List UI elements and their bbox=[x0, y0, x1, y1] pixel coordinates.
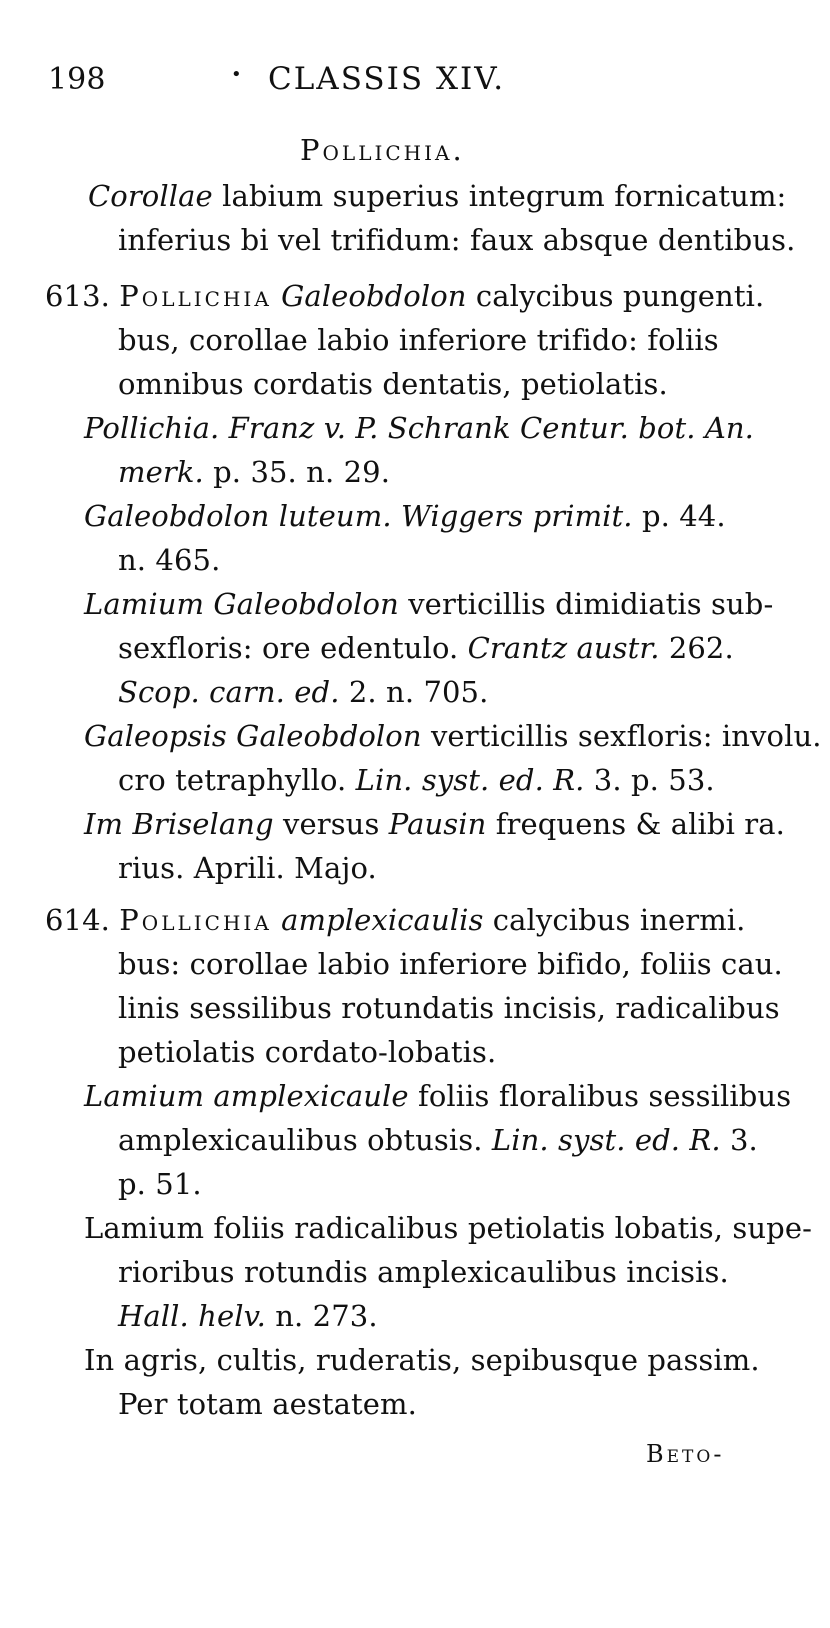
text-line bbox=[84, 1078, 791, 1114]
text-run: p. 51. bbox=[118, 1167, 202, 1201]
text-line bbox=[118, 1034, 496, 1070]
text-run: 2. n. 705. bbox=[339, 675, 489, 709]
text-line bbox=[84, 1342, 760, 1378]
text-run: Pollichia. Franz v. P. Schrank Centur. bot. An. bbox=[84, 411, 754, 445]
text-run: petiolatis cordato-lobatis. bbox=[118, 1035, 497, 1069]
text-line bbox=[118, 542, 220, 578]
text-run: bus, corollae labio inferiore trifido: foliis bbox=[118, 323, 719, 357]
text-run: 3. p. 53. bbox=[584, 763, 715, 797]
text-line bbox=[84, 806, 785, 842]
text-run: rius. Aprili. Majo. bbox=[118, 851, 377, 885]
text-line bbox=[84, 410, 754, 446]
text-run: versus bbox=[273, 807, 389, 841]
text-run: Lamium Galeobdolon bbox=[84, 587, 399, 621]
text-line bbox=[84, 498, 726, 534]
text-line bbox=[118, 1122, 758, 1158]
text-line bbox=[45, 902, 746, 938]
text-line bbox=[118, 366, 668, 402]
text-run: Lamium foliis radicalibus petiolatis lobatis, supe- bbox=[84, 1211, 812, 1245]
text-line bbox=[118, 674, 488, 710]
text-run: labium superius integrum fornicatum: bbox=[212, 179, 787, 213]
text-run: Crantz austr. bbox=[467, 631, 660, 665]
text-run: cro tetraphyllo. bbox=[118, 763, 356, 797]
text-line bbox=[118, 850, 377, 886]
text-run: Galeobdolon bbox=[281, 279, 467, 313]
text-run: sexfloris: ore edentulo. bbox=[118, 631, 468, 665]
text-run: Scop. carn. ed. bbox=[118, 675, 340, 709]
text-run: p. 35. n. 29. bbox=[203, 455, 391, 489]
text-run: 613. bbox=[45, 279, 120, 313]
text-line bbox=[118, 1254, 729, 1290]
text-run: Pausin bbox=[388, 807, 487, 841]
text-line bbox=[118, 990, 780, 1026]
text-run: Im Briselang bbox=[84, 807, 274, 841]
text-run: verticillis dimidiatis sub- bbox=[398, 587, 774, 621]
text-run: amplexicaulis bbox=[281, 903, 484, 937]
text-run: 262. bbox=[659, 631, 734, 665]
text-run: calycibus inermi. bbox=[483, 903, 746, 937]
text-run: amplexicaulibus obtusis. bbox=[118, 1123, 492, 1157]
text-line bbox=[118, 454, 390, 490]
text-run: 614. bbox=[45, 903, 120, 937]
genus-title: Pollichia. bbox=[300, 133, 465, 167]
text-run: Corollae bbox=[88, 179, 213, 213]
text-line bbox=[84, 1210, 812, 1246]
text-line bbox=[118, 630, 734, 666]
text-line bbox=[45, 278, 764, 314]
text-line bbox=[118, 322, 719, 358]
book-page: 198 • CLASSIS XIV. Pollichia. Corollae labium superius integrum fornicatum: inferius bi vel trifidum: faux absque dentibus. 613. Pollichia Galeobdolon calycibus pungenti. bus, corollae labio inferiore trifido: foliis omnibus cordatis dentatis, petiolatis. Pollichia. Franz v. P. Schrank Centur. bot. An. merk. p. 35. n. 29. Galeobdolon luteum. Wiggers primit. p. 44. n. 465. Lamium Galeobdolon verticillis dimidiatis sub- sexfloris: ore edentulo. Crantz austr. 262. Scop. carn. ed. 2. n. 705. Galeopsis Galeobdolon verticillis sexfloris: involu. cro tetraphyllo. Lin. syst. ed. R. 3. p. 53. Im Briselang versus Pausin frequens & alibi ra. rius. Aprili. Majo. 614. Pollichia amplexicaulis calycibus inermi. bus: corollae labio inferiore bifido, foliis cau. linis sessilibus rotundatis incisis, radicalibus petiolatis cordato-lobatis. Lamium amplexicaule foliis floralibus sessilibus amplexicaulibus obtusis. Lin. syst. ed. R. 3. p. 51. Lamium foliis radicalibus petiolatis lobatis, supe- rioribus rotundis amplexicaulibus incisis. Hall. helv. n. 273. In agris, cultis, ruderatis, sepibusque passim. Per totam aestatem. Beto- bbox=[0, 0, 830, 1628]
text-run: omnibus cordatis dentatis, petiolatis. bbox=[118, 367, 668, 401]
text-run: In agris, cultis, ruderatis, sepibusque passim. bbox=[84, 1343, 760, 1377]
text-run: merk. bbox=[118, 455, 204, 489]
text-line bbox=[84, 718, 822, 754]
text-run bbox=[272, 279, 281, 313]
text-run: n. 465. bbox=[118, 543, 221, 577]
text-run: Pollichia bbox=[119, 279, 272, 313]
page-number: 198 bbox=[48, 62, 106, 97]
text-line bbox=[118, 946, 783, 982]
text-run: linis sessilibus rotundatis incisis, radicalibus bbox=[118, 991, 780, 1025]
text-run: Per totam aestatem. bbox=[118, 1387, 417, 1421]
text-run: p. 44. bbox=[632, 499, 726, 533]
text-run: Galeobdolon luteum. Wiggers primit. bbox=[84, 499, 633, 533]
text-line bbox=[84, 586, 773, 622]
text-run bbox=[272, 903, 281, 937]
text-run: frequens & alibi ra. bbox=[486, 807, 785, 841]
genus-description-line bbox=[118, 222, 795, 258]
text-run: verticillis sexfloris: involu. bbox=[421, 719, 822, 753]
text-run: Lamium amplexicaule bbox=[84, 1079, 409, 1113]
text-run: bus: corollae labio inferiore bifido, foliis cau. bbox=[118, 947, 783, 981]
text-run: Lin. syst. ed. R. bbox=[491, 1123, 721, 1157]
catchword: Beto- bbox=[646, 1440, 725, 1468]
text-run: 3. bbox=[720, 1123, 758, 1157]
text-run: calycibus pungenti. bbox=[466, 279, 765, 313]
text-run: n. 273. bbox=[265, 1299, 378, 1333]
text-line bbox=[118, 1166, 202, 1202]
text-run: Lin. syst. ed. R. bbox=[355, 763, 585, 797]
genus-description-line bbox=[88, 178, 786, 214]
text-line bbox=[118, 1298, 378, 1334]
text-run: foliis floralibus sessilibus bbox=[408, 1079, 792, 1113]
text-run: rioribus rotundis amplexicaulibus incisis. bbox=[118, 1255, 729, 1289]
text-line bbox=[118, 762, 715, 798]
running-title: CLASSIS XIV. bbox=[268, 61, 506, 97]
text-run: inferius bi vel trifidum: faux absque dentibus. bbox=[118, 223, 796, 257]
text-run: Galeopsis Galeobdolon bbox=[84, 719, 422, 753]
text-run: Pollichia bbox=[119, 903, 272, 937]
text-run: Hall. helv. bbox=[118, 1299, 266, 1333]
text-line bbox=[118, 1386, 417, 1422]
